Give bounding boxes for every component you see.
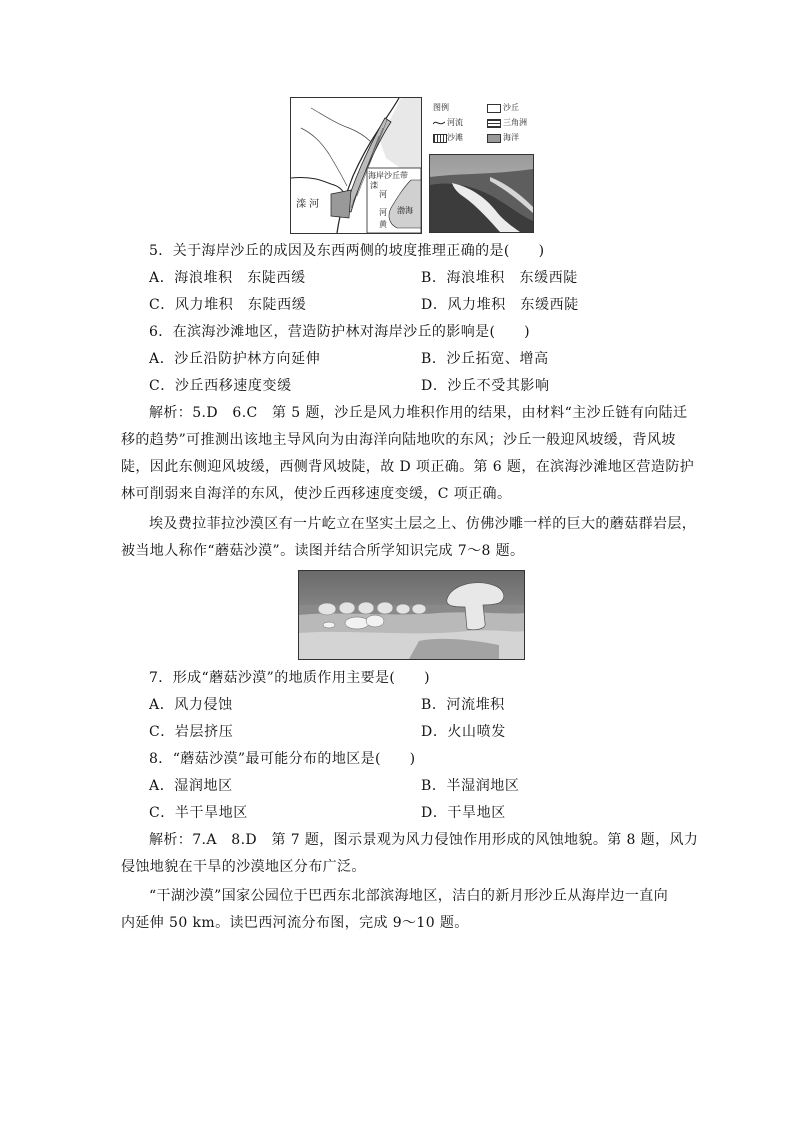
question-8-option-a: A．湿润地区	[149, 778, 233, 794]
question-6-stem: 6．在滨海沙滩地区，营造防护林对海岸沙丘的影响是( )	[149, 324, 531, 340]
dune-swatch-icon	[487, 104, 501, 113]
analysis-1-line-3: 陡，因此东侧迎风坡缓，西侧背风坡陡，故 D 项正确。第 6 题，在滨海沙滩地区营造防护	[121, 459, 695, 475]
question-7-option-a: A．风力侵蚀	[149, 697, 233, 713]
question-7-stem: 7．形成“蘑菇沙漠”的地质作用主要是( )	[149, 670, 430, 686]
river-line-icon	[433, 119, 445, 127]
question-5-option-d: D．风力堆积 东缓西陡	[421, 297, 579, 313]
question-8-option-b: B．半湿润地区	[421, 778, 520, 794]
question-6-option-a: A．沙丘沿防护林方向延伸	[149, 351, 321, 367]
analysis-1-line-1: 解析：5.D 6.C 第 5 题，沙丘是风力堆积作用的结果，由材料“主沙丘链有向陆迁	[149, 405, 688, 421]
question-5-option-a: A．海浪堆积 东陡西缓	[149, 270, 306, 286]
analysis-2-line-2: 侵蚀地貌在干旱的沙漠地区分布广泛。	[121, 859, 366, 875]
river-name-label: 滦 河	[296, 199, 320, 210]
intro-2-line-1: 埃及费拉菲拉沙漠区有一片屹立在坚实土层之上、仿佛沙雕一样的巨大的蘑菇群岩层，	[149, 516, 697, 532]
question-5-option-c: C．风力堆积 东陡西缓	[149, 297, 307, 313]
question-7-option-b: B．河流堆积	[421, 697, 505, 713]
legend-label-ocean: 海洋	[503, 133, 519, 142]
question-5-option-b: B．海浪堆积 东缓西陡	[421, 270, 578, 286]
beach-swatch-icon	[433, 134, 447, 143]
legend-label-delta: 三角洲	[503, 118, 527, 127]
question-6-option-b: B．沙丘拓宽、增高	[421, 351, 549, 367]
ocean-swatch-icon	[487, 134, 501, 143]
inset-river-label-4: 黄	[379, 220, 387, 229]
intro-3-line-2: 内延伸 50 km。读巴西河流分布图，完成 9～10 题。	[121, 915, 469, 931]
question-7-option-c: C．岩层挤压	[149, 724, 234, 740]
analysis-2-line-1: 解析：7.A 8.D 第 7 题，图示景观为风力侵蚀作用形成的风蚀地貌。第 8 题，风力	[149, 832, 699, 848]
inset-river-label-3: 河	[379, 208, 387, 217]
inset-river-label-2: 河	[379, 190, 387, 199]
inset-sea-label: 渤海	[397, 206, 413, 215]
legend-label-dune: 沙丘	[503, 103, 519, 112]
question-8-option-c: C．半干旱地区	[149, 805, 248, 821]
map-legend	[430, 100, 540, 150]
legend-title: 图例	[433, 103, 449, 112]
question-5-stem: 5．关于海岸沙丘的成因及东西两侧的坡度推理正确的是( )	[149, 243, 545, 259]
mushroom-desert-photo	[298, 570, 525, 660]
question-8-stem: 8．“蘑菇沙漠”最可能分布的地区是( )	[149, 751, 416, 767]
inset-river-label: 滦	[370, 181, 378, 190]
mushroom-photo-drawing	[299, 571, 524, 659]
question-6-option-d: D．沙丘不受其影响	[421, 378, 550, 394]
question-8-option-d: D．干旱地区	[421, 805, 506, 821]
coastal-dune-map	[290, 97, 422, 234]
inset-title-label: 海岸沙丘带	[368, 171, 408, 180]
delta-swatch-icon	[487, 119, 501, 128]
analysis-1-line-4: 林可削弱来自海洋的东风，使沙丘西移速度变缓，C 项正确。	[121, 486, 512, 502]
question-7-option-d: D．火山喷发	[421, 724, 506, 740]
intro-2-line-2: 被当地人称作“蘑菇沙漠”。读图并结合所学知识完成 7～8 题。	[121, 543, 525, 559]
coastal-dune-photo	[429, 154, 534, 233]
analysis-1-line-2: 移的趋势”可推测出该地主导风向为由海洋向陆地吹的东风；沙丘一般迎风坡缓，背风坡	[121, 432, 676, 448]
question-6-option-c: C．沙丘西移速度变缓	[149, 378, 292, 394]
legend-label-beach: 沙滩	[447, 133, 463, 142]
coastal-photo-drawing	[430, 155, 533, 232]
legend-label-river: 河流	[447, 118, 463, 127]
intro-3-line-1: “干湖沙漠”国家公园位于巴西东北部滨海地区，洁白的新月形沙丘从海岸边一直向	[149, 888, 669, 904]
